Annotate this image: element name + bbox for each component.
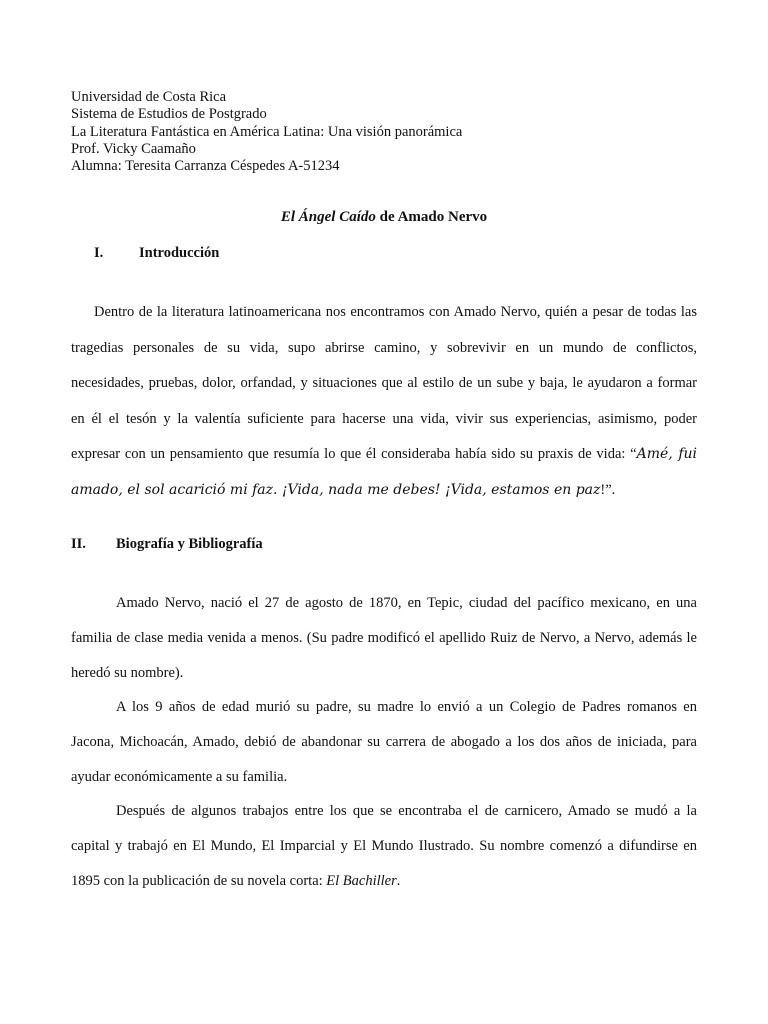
intro-paragraph — [71, 295, 697, 508]
quote-segment: amado, el sol acarició mi faz. ¡Vida, nada me debes! ¡Vida, estamos en paz — [71, 481, 601, 498]
text-line: Jacona, Michoacán, Amado, debió de abandonar su carrera de abogado a los dos años de iniciada, para — [71, 734, 697, 750]
text-line: A los 9 años de edad murió su padre, su madre lo envió a un Colegio de Padres romanos en — [116, 699, 697, 715]
header-professor: Prof. Vicky Caamaño — [71, 140, 196, 157]
text-line: familia de clase media venida a menos. (Su padre modificó el apellido Ruiz de Nervo, a Nervo, además le — [71, 630, 697, 646]
document-header — [71, 89, 462, 175]
header-student: Alumna: Teresita Carranza Céspedes A-51234 — [71, 158, 340, 175]
text-line: capital y trabajó en El Mundo, El Imparcial y El Mundo Ilustrado. Su nombre comenzó a difundirse en — [71, 838, 697, 854]
section-number: I. — [94, 245, 104, 261]
text-line: Dentro de la literatura latinoamericana nos encontramos con Amado Nervo, quién a pesar de todas las — [94, 304, 697, 320]
section-title: Introducción — [139, 245, 220, 261]
text-line — [71, 437, 697, 473]
bio-paragraph-3 — [71, 794, 697, 899]
bio-paragraph-1 — [71, 586, 697, 691]
text-line: Amado Nervo, nació el 27 de agosto de 1870, en Tepic, ciudad del pacífico mexicano, en una — [116, 595, 697, 611]
header-university: Universidad de Costa Rica — [71, 89, 227, 105]
text-segment: 1895 con la publicación de su novela corta: — [71, 873, 327, 889]
text-line: Después de algunos trabajos entre los que se encontraba el de carnicero, Amado se mudó a la — [116, 803, 697, 819]
text-line: tragedias personales de su vida, supo abrirse camino, y sobrevivir en un mundo de conflictos, — [71, 339, 697, 356]
text-line: necesidades, pruebas, dolor, orfandad, y situaciones que al estilo de un sube y baja, le ayudaron a formar — [71, 375, 697, 391]
section-number: II. — [71, 536, 86, 552]
text-line: ayudar económicamente a su familia. — [71, 769, 288, 785]
document-title — [0, 209, 768, 226]
text-line — [71, 864, 697, 899]
text-segment: !”. — [600, 481, 616, 498]
section-title: Biografía y Bibliografía — [116, 536, 263, 552]
text-segment: expresar con un pensamiento que resumía lo que él consideraba había sido su praxis de vida: “ — [71, 446, 637, 462]
header-program: Sistema de Estudios de Postgrado — [71, 106, 267, 123]
text-segment: . — [396, 873, 401, 889]
title-rest: de Amado Nervo — [375, 209, 488, 225]
title-work: El Ángel Caído — [280, 209, 376, 225]
quote-segment: Amé, fui — [636, 446, 697, 462]
novel-title: El Bachiller — [326, 873, 397, 889]
bio-paragraph-2 — [71, 690, 697, 795]
text-line — [71, 473, 697, 509]
text-line: en él el tesón y la valentía suficiente para hacerse una vida, vivir sus experiencias, asimismo, poder — [71, 410, 697, 427]
header-course: La Literatura Fantástica en América Latina: Una visión panorámica — [71, 123, 463, 140]
text-line: heredó su nombre). — [71, 665, 184, 681]
